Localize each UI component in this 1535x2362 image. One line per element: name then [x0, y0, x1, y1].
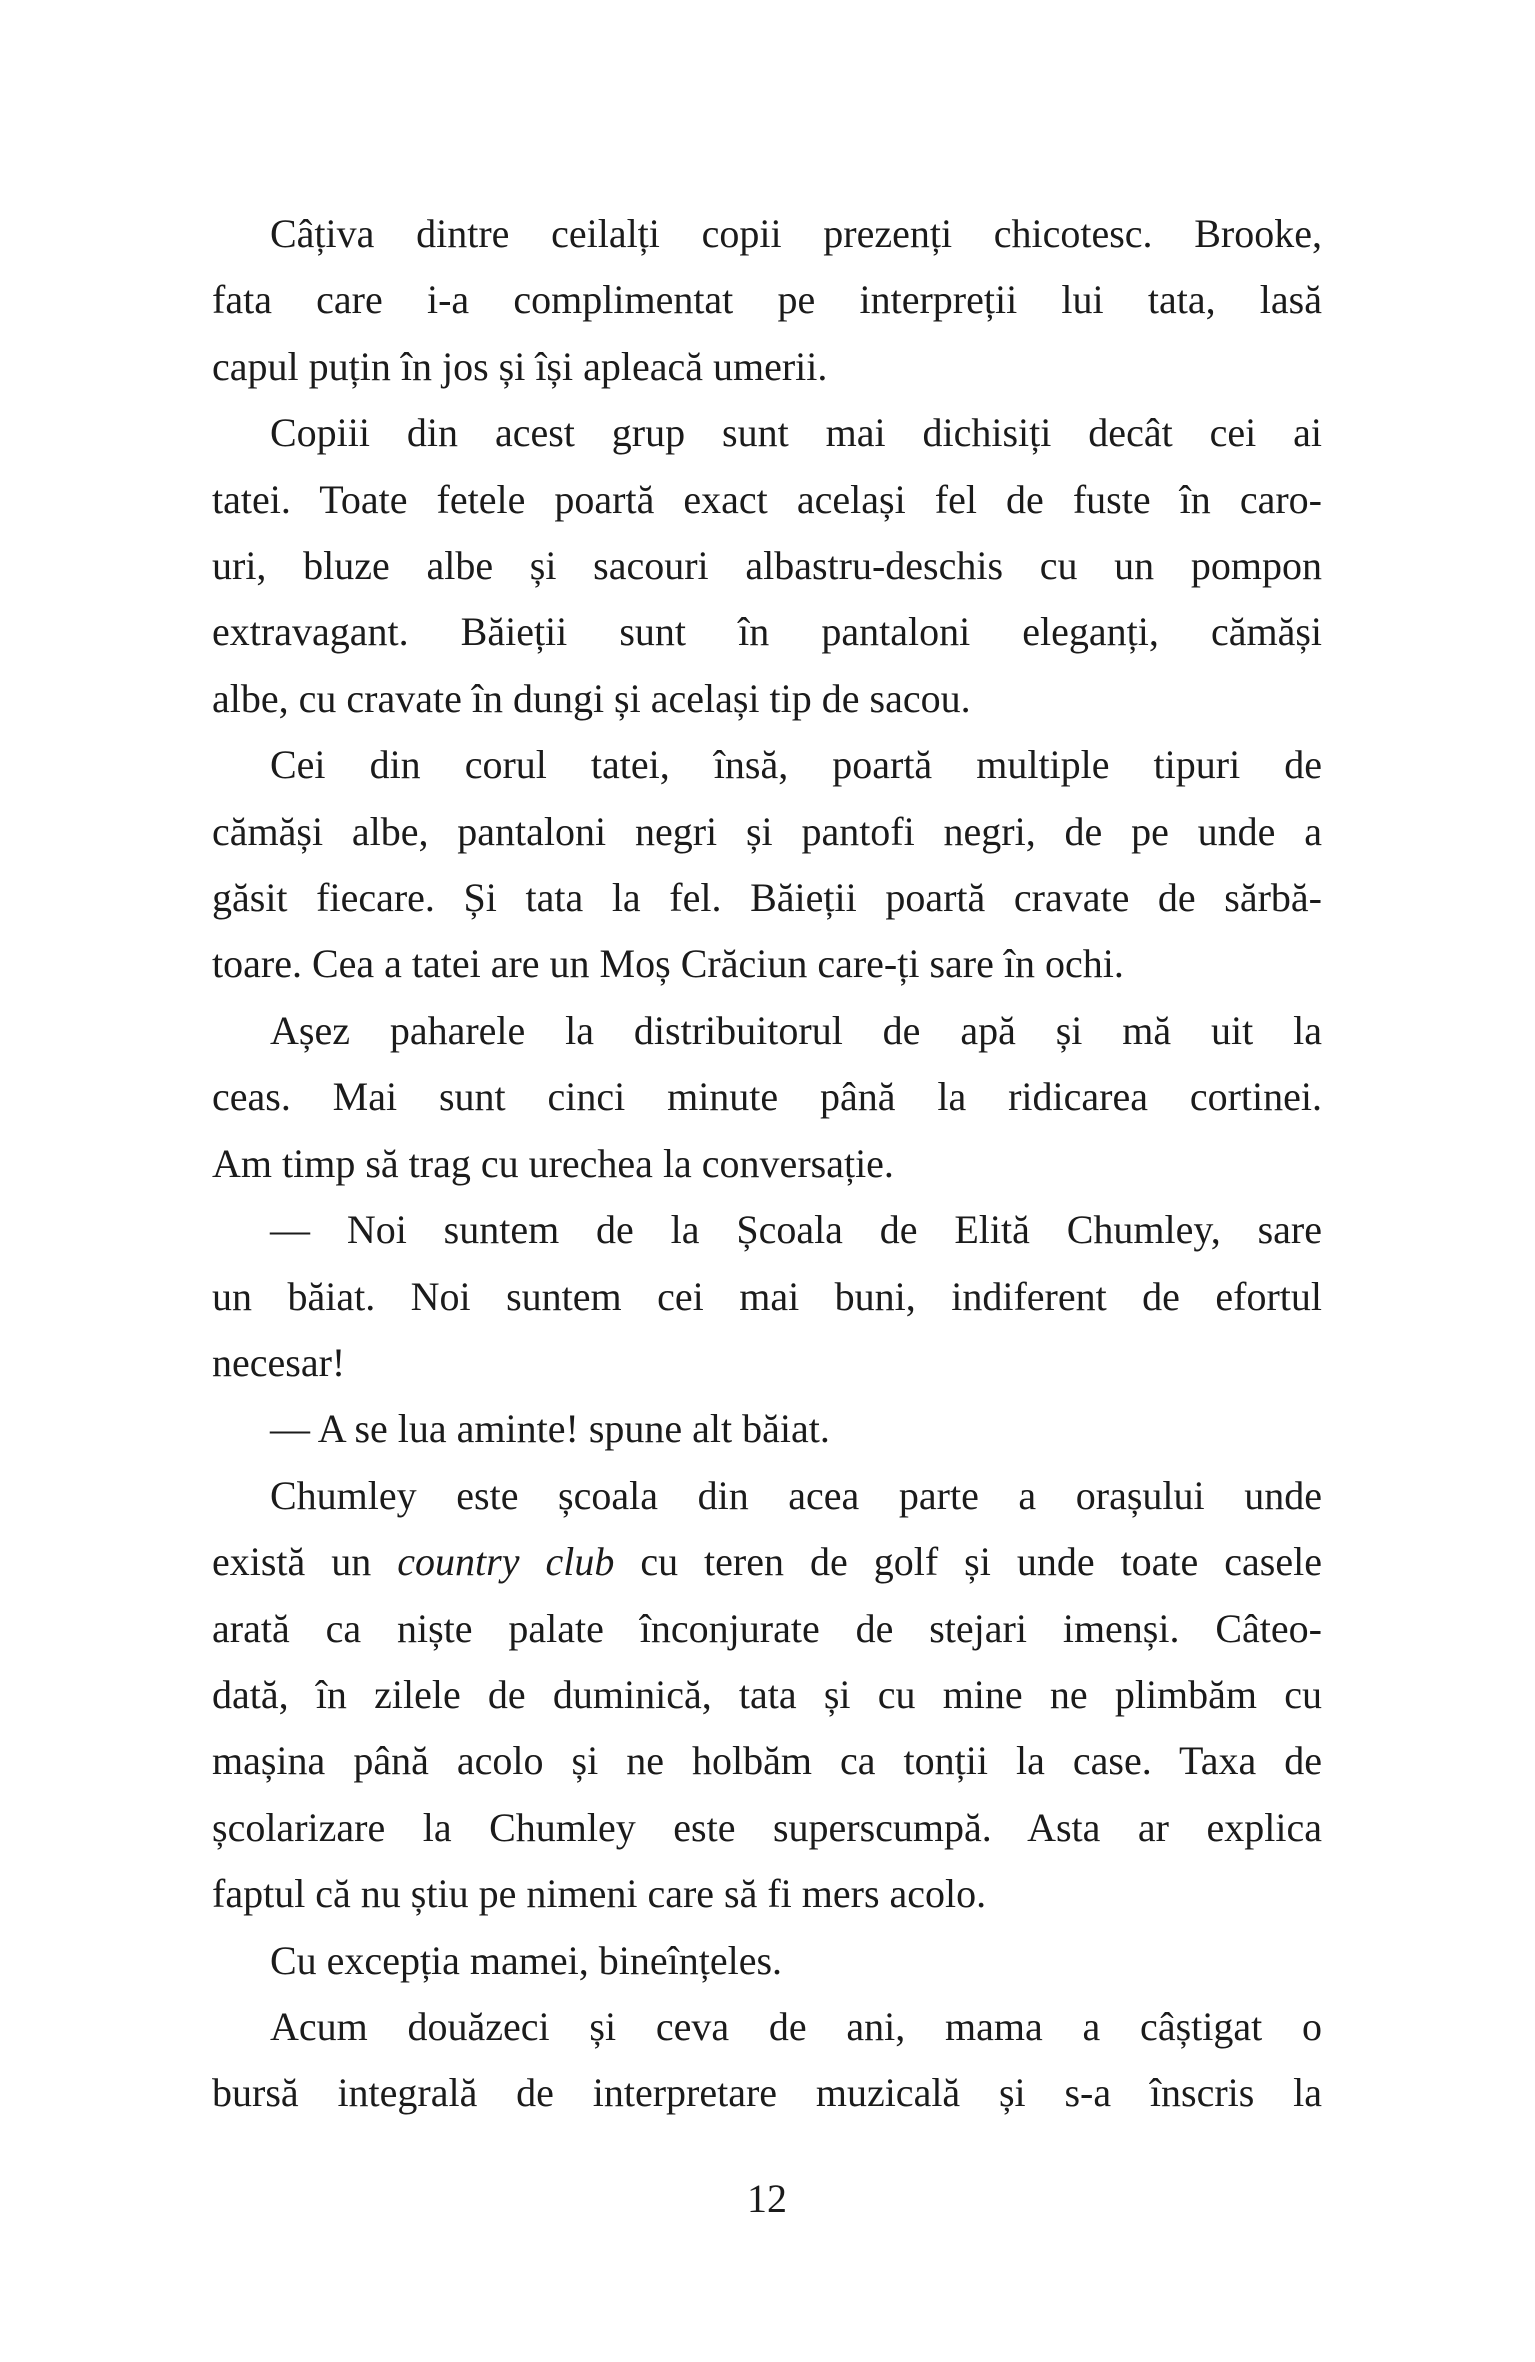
- text-line: Câțiva dintre ceilalți copii prezenți chicotesc. Brooke,: [270, 211, 1322, 256]
- text-line: Acum douăzeci și ceva de ani, mama a câștigat o: [270, 2003, 1322, 2049]
- text-line: fata care i-a complimentat pe interpreții lui tata, lasă: [212, 277, 1322, 323]
- text-line: Chumley este școala din acea parte a orașului unde: [270, 1472, 1322, 1518]
- text-line: extravagant. Băieții sunt în pantaloni eleganți, cămăși: [212, 609, 1322, 655]
- text-line: Așez paharele la distribuitorul de apă și mă uit la: [270, 1007, 1322, 1053]
- text-line: capul puțin în jos și își apleacă umerii.: [212, 343, 828, 389]
- text-line: dată, în zilele de duminică, tata și cu mine ne plimbăm cu: [212, 1671, 1322, 1717]
- text-line: faptul că nu știu pe nimeni care să fi mers acolo.: [212, 1871, 987, 1917]
- text-line: bursă integrală de interpretare muzicală și s-a înscris la: [212, 2070, 1322, 2116]
- text-line: uri, bluze albe și sacouri albastru-deschis cu un pompon: [212, 543, 1322, 589]
- text-line: un băiat. Noi suntem cei mai buni, indiferent de efortul: [212, 1273, 1322, 1319]
- text-line: cămăși albe, pantaloni negri și pantofi negri, de pe unde a: [212, 808, 1322, 854]
- text-line: arată ca niște palate înconjurate de stejari imenși. Câteo-: [212, 1605, 1322, 1651]
- text-line: găsit fiecare. Și tata la fel. Băieții poartă cravate de sărbă-: [212, 875, 1322, 921]
- text-line: albe, cu cravate în dungi și același tip de sacou.: [212, 675, 971, 721]
- text-line: mașina până acolo și ne holbăm ca tonții la case. Taxa de: [212, 1738, 1322, 1784]
- body-text: [212, 201, 1322, 2127]
- text-line: necesar!: [212, 1339, 346, 1385]
- page-number: 12: [747, 2176, 787, 2221]
- text-segment: cu teren de golf și unde toate casele: [614, 1539, 1322, 1585]
- text-line: Cu excepția mamei, bineînțeles.: [270, 1937, 783, 1983]
- text-line: Am timp să trag cu urechea la conversație.: [212, 1140, 894, 1186]
- dialogue-line: — A se lua aminte! spune alt băiat.: [270, 1406, 830, 1452]
- dialogue-line: — Noi suntem de la Școala de Elită Chumley, sare: [270, 1207, 1322, 1253]
- text-line: școlarizare la Chumley este superscumpă. Asta ar explica: [212, 1804, 1322, 1850]
- text-line: tatei. Toate fetele poartă exact același fel de fuste în caro-: [212, 476, 1322, 522]
- text-segment: există un: [212, 1539, 398, 1585]
- text-line: Cei din corul tatei, însă, poartă multiple tipuri de: [270, 742, 1322, 788]
- text-line: ceas. Mai sunt cinci minute până la ridicarea cortinei.: [212, 1074, 1322, 1120]
- italic-phrase: country club: [397, 1539, 615, 1585]
- text-line: [212, 1529, 1322, 1595]
- text-line: toare. Cea a tatei are un Moș Crăciun care-ți sare în ochi.: [212, 941, 1124, 987]
- text-line: Copiii din acest grup sunt mai dichisiți decât cei ai: [270, 410, 1322, 456]
